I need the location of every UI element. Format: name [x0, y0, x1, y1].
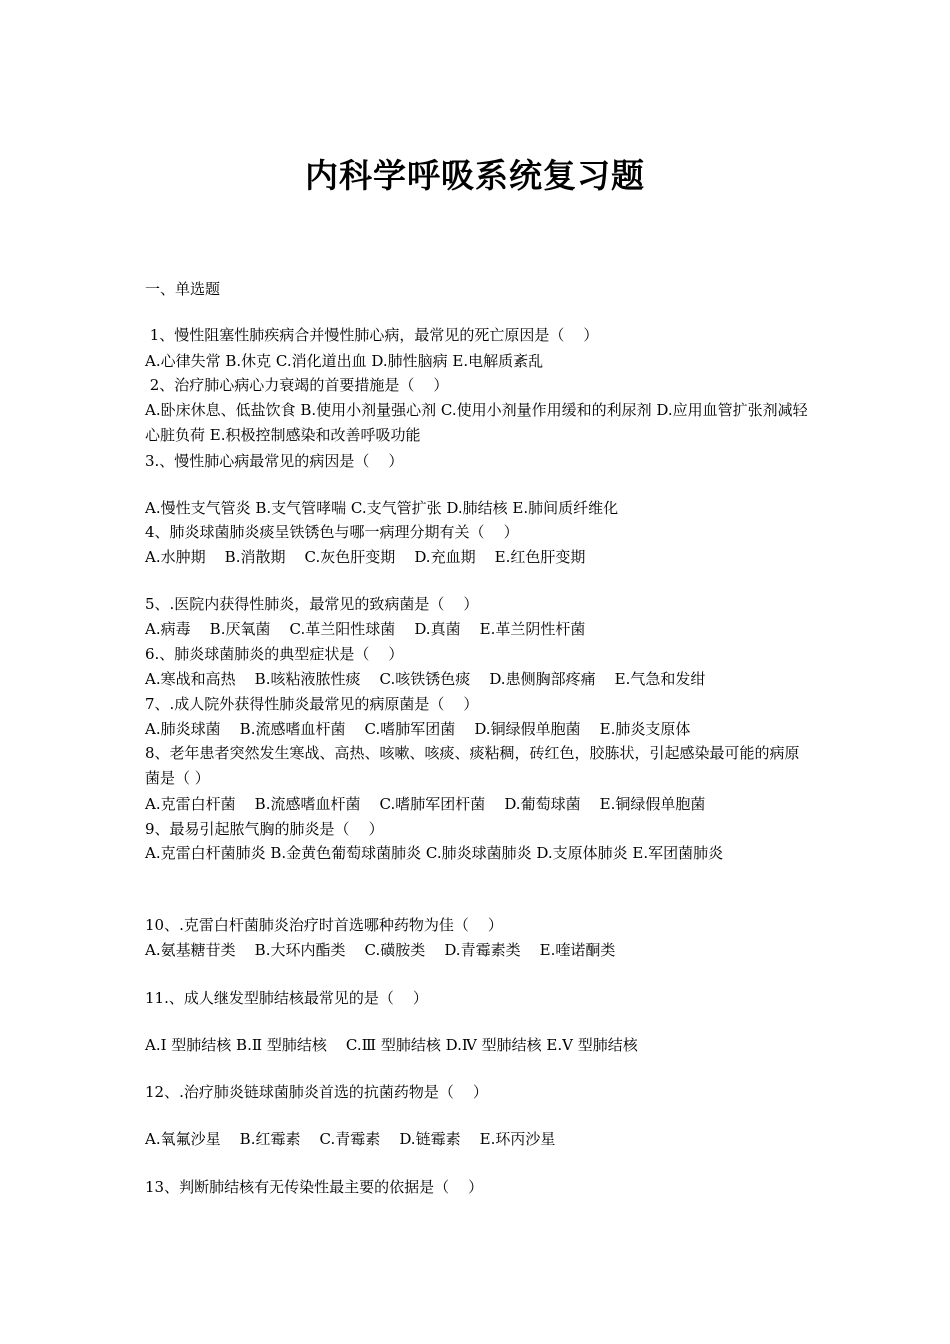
options-3: A.慢性支气管炎 B.支气管哮喘 C.支气管扩张 D.肺结核 E.肺间质纤维化	[145, 499, 619, 517]
question-12: 12、.治疗肺炎链球菌肺炎首选的抗菌药物是（ ）	[145, 1083, 488, 1101]
options-2: A.卧床休息、低盐饮食 B.使用小剂量强心剂 C.使用小剂量作用缓和的利尿剂 D.应用血管扩张剂减轻心脏负荷 E.积极控制感染和改善呼吸功能	[145, 401, 808, 444]
question-13: 13、判断肺结核有无传染性最主要的依据是（ ）	[145, 1178, 484, 1196]
section-heading: 一、单选题	[145, 280, 221, 298]
options-11: A.I 型肺结核 B.Ⅱ 型肺结核 C.Ⅲ 型肺结核 D.Ⅳ 型肺结核 E.V 型肺结核	[145, 1036, 638, 1054]
options-9: A.克雷白杆菌肺炎 B.金黄色葡萄球菌肺炎 C.肺炎球菌肺炎 D.支原体肺炎 E.军团菌肺炎	[145, 844, 724, 862]
question-10: 10、.克雷白杆菌肺炎治疗时首选哪种药物为佳（ ）	[145, 916, 503, 934]
question-2: 2、治疗肺心病心力衰竭的首要措施是（ ）	[145, 376, 449, 394]
question-7: 7、.成人院外获得性肺炎最常见的病原菌是（ ）	[145, 695, 479, 713]
options-1: A.心律失常 B.休克 C.消化道出血 D.肺性脑病 E.电解质紊乱	[145, 352, 544, 370]
question-8: 8、老年患者突然发生寒战、高热、咳嗽、咳痰、痰粘稠，砖红色，胶胨状，引起感染最可能的病原菌是（ ）	[145, 744, 800, 787]
options-8: A.克雷白杆菌 B.流感嗜血杆菌 C.嗜肺军团杆菌 D.葡萄球菌 E.铜绿假单胞菌	[145, 795, 706, 813]
question-6: 6.、肺炎球菌肺炎的典型症状是（ ）	[145, 645, 404, 663]
question-9: 9、最易引起脓气胸的肺炎是（ ）	[145, 820, 384, 838]
question-11: 11.、成人继发型肺结核最常见的是（ ）	[145, 989, 428, 1007]
options-12: A.氧氟沙星 B.红霉素 C.青霉素 D.链霉素 E.环丙沙星	[145, 1130, 556, 1148]
options-7: A.肺炎球菌 B.流感嗜血杆菌 C.嗜肺军团菌 D.铜绿假单胞菌 E.肺炎支原体	[145, 720, 691, 738]
options-5: A.病毒 B.厌氧菌 C.革兰阳性球菌 D.真菌 E.革兰阴性杆菌	[145, 620, 586, 638]
question-4: 4、肺炎球菌肺炎痰呈铁锈色与哪一病理分期有关（ ）	[145, 523, 519, 541]
question-1: 1、慢性阻塞性肺疾病合并慢性肺心病，最常见的死亡原因是（ ）	[145, 326, 599, 344]
options-4: A.水肿期 B.消散期 C.灰色肝变期 D.充血期 E.红色肝变期	[145, 548, 586, 566]
document-title: 内科学呼吸系统复习题	[305, 156, 645, 195]
question-5: 5、.医院内获得性肺炎，最常见的致病菌是（ ）	[145, 595, 479, 613]
options-10: A.氨基糖苷类 B.大环内酯类 C.磺胺类 D.青霉素类 E.喹诺酮类	[145, 941, 616, 959]
options-6: A.寒战和高热 B.咳粘液脓性痰 C.咳铁锈色痰 D.患侧胸部疼痛 E.气急和发绀	[145, 670, 706, 688]
question-3: 3.、慢性肺心病最常见的病因是（ ）	[145, 452, 404, 470]
